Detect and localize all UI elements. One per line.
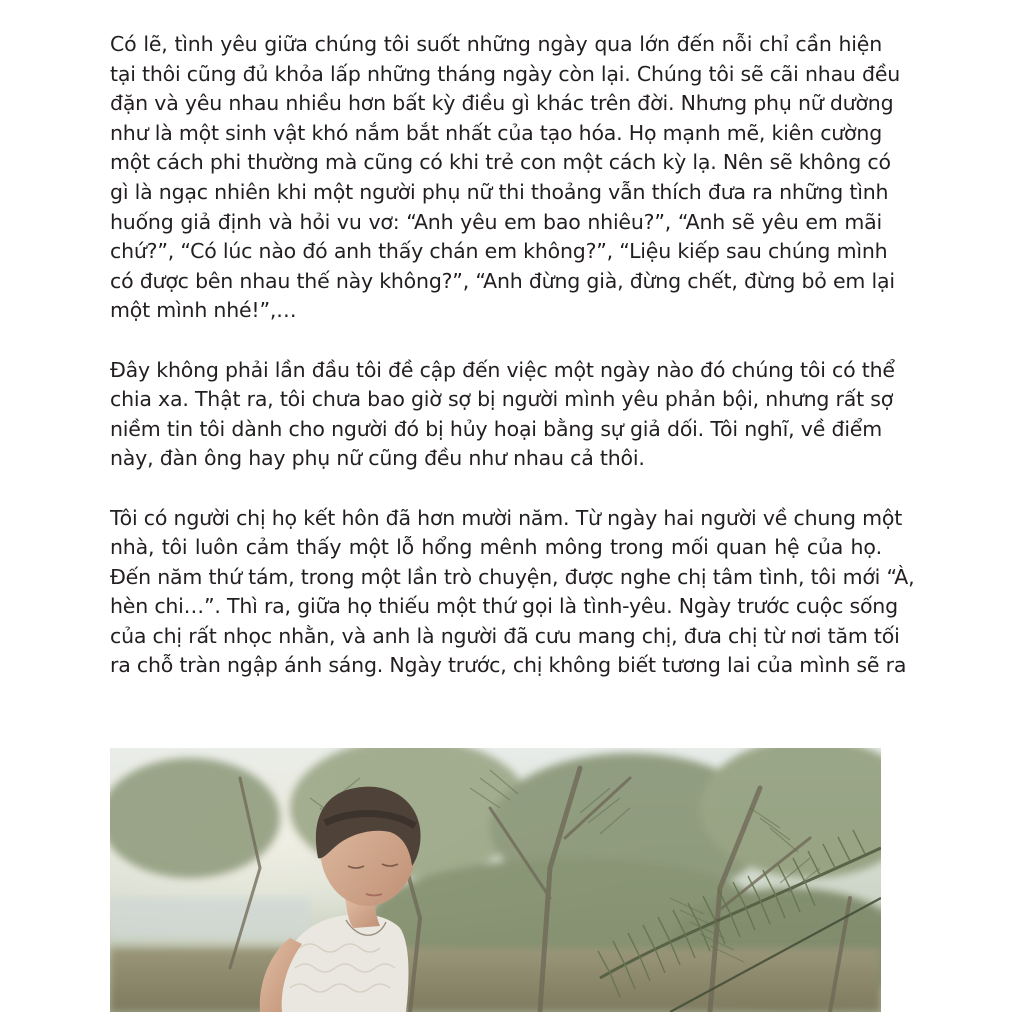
text-line: ra chỗ tràn ngập ánh sáng. Ngày trước, chị không biết tương lai của mình sẽ ra (110, 653, 907, 678)
text-line: niềm tin tôi dành cho người đó bị hủy hoại bằng sự giả dối. Tôi nghĩ, về điểm (110, 416, 882, 441)
paragraph-3 (110, 504, 915, 682)
body-text (110, 30, 915, 711)
text-line: nhà, tôi luôn cảm thấy một lỗ hổng mênh mông trong mối quan hệ của họ. (110, 535, 882, 560)
photo-illustration (110, 748, 881, 1012)
text-line: như là một sinh vật khó nắm bắt nhất của tạo hóa. Họ mạnh mẽ, kiên cường (110, 120, 883, 145)
text-line: Tôi có người chị họ kết hôn đã hơn mười năm. Từ ngày hai người về chung một (110, 505, 903, 530)
text-line: tại thôi cũng đủ khỏa lấp những tháng ngày còn lại. Chúng tôi sẽ cãi nhau đều (110, 61, 901, 86)
text-line: hèn chi…”. Thì ra, giữa họ thiếu một thứ gọi là tình-yêu. Ngày trước cuộc sống (110, 594, 898, 619)
text-line: Đến năm thứ tám, trong một lần trò chuyện, được nghe chị tâm tình, tôi mới “À, (110, 564, 915, 589)
text-line: này, đàn ông hay phụ nữ cũng đều như nhau cả thôi. (110, 446, 645, 471)
text-line: Đây không phải lần đầu tôi đề cập đến việc một ngày nào đó chúng tôi có thể (110, 357, 895, 382)
text-line: đặn và yêu nhau nhiều hơn bất kỳ điều gì khác trên đời. Nhưng phụ nữ dường (110, 91, 894, 116)
photo-woman-among-pine-trees (110, 748, 881, 1012)
paragraph-2 (110, 356, 895, 474)
text-line: huống giả định và hỏi vu vơ: “Anh yêu em bao nhiêu?”, “Anh sẽ yêu em mãi (110, 209, 882, 234)
text-line: một cách phi thường mà cũng có khi trẻ con một cách kỳ lạ. Nên sẽ không có (110, 150, 891, 175)
text-line: một mình nhé!”,… (110, 298, 297, 323)
text-line: gì là ngạc nhiên khi một người phụ nữ thi thoảng vẫn thích đưa ra những tình (110, 179, 889, 204)
text-line: chứ?”, “Có lúc nào đó anh thấy chán em không?”, “Liệu kiếp sau chúng mình (110, 239, 888, 264)
text-line: có được bên nhau thế này không?”, “Anh đừng già, đừng chết, đừng bỏ em lại (110, 268, 895, 293)
text-line: Có lẽ, tình yêu giữa chúng tôi suốt những ngày qua lớn đến nỗi chỉ cần hiện (110, 32, 882, 56)
text-line: của chị rất nhọc nhằn, và anh là người đã cưu mang chị, đưa chị từ nơi tăm tối (110, 623, 900, 648)
text-line: chia xa. Thật ra, tôi chưa bao giờ sợ bị người mình yêu phản bội, nhưng rất sợ (110, 387, 894, 412)
paragraph-1 (110, 30, 901, 326)
